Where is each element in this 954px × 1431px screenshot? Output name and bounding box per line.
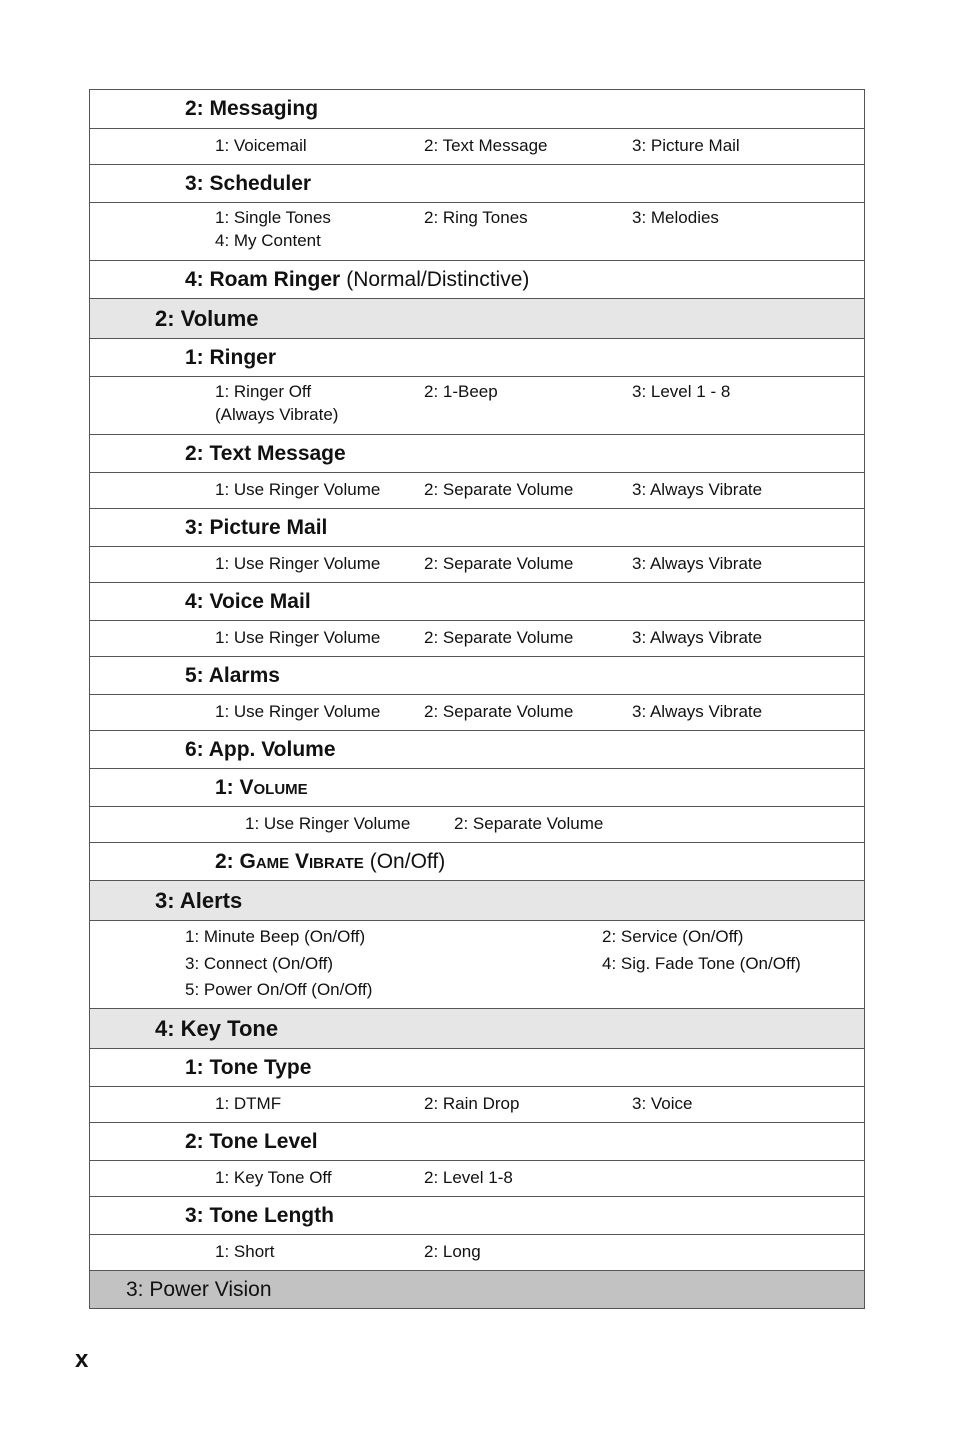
game-vibrate-suffix: (On/Off) bbox=[369, 849, 446, 873]
list-item: 1: Use Ringer Volume bbox=[215, 628, 381, 647]
list-item: 5: Power On/Off (On/Off) bbox=[185, 980, 373, 999]
scheduler-heading bbox=[90, 164, 864, 202]
text-message-heading bbox=[90, 434, 864, 472]
list-item: 2: Level 1-8 bbox=[424, 1168, 513, 1187]
picture-mail-title: 3: Picture Mail bbox=[185, 515, 328, 539]
list-item: 2: Service (On/Off) bbox=[602, 927, 744, 946]
app-volume-title: 6: App. Volume bbox=[185, 737, 336, 761]
list-item: 2: Rain Drop bbox=[424, 1094, 520, 1113]
list-item: 1: Minute Beep (On/Off) bbox=[185, 927, 366, 946]
roam-ringer-suffix: (Normal/Distinctive) bbox=[346, 267, 530, 291]
list-item: 2: Separate Volume bbox=[424, 480, 574, 499]
tone-type-options bbox=[90, 1086, 864, 1122]
list-item: 1: Ringer Off bbox=[215, 382, 312, 401]
list-item: 1: Use Ringer Volume bbox=[215, 554, 381, 573]
game-vibrate-heading bbox=[90, 842, 864, 880]
voice-mail-title: 4: Voice Mail bbox=[185, 589, 311, 613]
list-item: 1: Short bbox=[215, 1242, 275, 1261]
list-item: 1: DTMF bbox=[215, 1094, 282, 1113]
list-item-note: (Always Vibrate) bbox=[215, 405, 339, 424]
alerts-section-heading bbox=[90, 880, 864, 920]
list-item: 1: Voicemail bbox=[215, 136, 307, 155]
tone-length-title: 3: Tone Length bbox=[185, 1203, 334, 1227]
list-item: 2: Separate Volume bbox=[424, 702, 574, 721]
list-item: 1: Key Tone Off bbox=[215, 1168, 332, 1187]
list-item: 4: My Content bbox=[215, 231, 321, 250]
sub-volume-title: 1: Volume bbox=[215, 775, 308, 799]
list-item: 3: Always Vibrate bbox=[632, 628, 763, 647]
list-item: 2: Ring Tones bbox=[424, 208, 528, 227]
messaging-title: 2: Messaging bbox=[185, 97, 319, 120]
alerts-title: 3: Alerts bbox=[155, 887, 243, 913]
ringer-options bbox=[90, 376, 864, 434]
list-item: 2: Separate Volume bbox=[424, 554, 574, 573]
roam-ringer-title: 4: Roam Ringer bbox=[185, 267, 341, 291]
list-item: 3: Voice bbox=[632, 1094, 693, 1113]
power-vision-heading bbox=[90, 1270, 864, 1308]
scheduler-title: 3: Scheduler bbox=[185, 171, 312, 195]
alerts-options bbox=[90, 920, 864, 1008]
list-item: 1: Single Tones bbox=[215, 208, 331, 227]
key-tone-section-heading bbox=[90, 1008, 864, 1048]
list-item: 3: Melodies bbox=[632, 208, 719, 227]
text-message-title: 2: Text Message bbox=[185, 441, 346, 465]
menu-table bbox=[89, 89, 865, 1309]
alarms-heading bbox=[90, 656, 864, 694]
list-item: 4: Sig. Fade Tone (On/Off) bbox=[602, 953, 801, 973]
tone-length-options bbox=[90, 1234, 864, 1270]
ringer-title: 1: Ringer bbox=[185, 345, 277, 369]
voice-mail-heading bbox=[90, 582, 864, 620]
tone-level-heading bbox=[90, 1122, 864, 1160]
page-number: x bbox=[75, 1346, 89, 1373]
tone-level-title: 2: Tone Level bbox=[185, 1129, 318, 1153]
tone-type-heading bbox=[90, 1048, 864, 1086]
key-tone-title: 4: Key Tone bbox=[155, 1015, 279, 1041]
list-item: 3: Level 1 - 8 bbox=[632, 382, 731, 401]
game-vibrate-title: 2: Game Vibrate bbox=[215, 849, 364, 873]
app-volume-heading bbox=[90, 730, 864, 768]
roam-ringer-heading bbox=[90, 260, 864, 298]
list-item: 3: Always Vibrate bbox=[632, 702, 763, 721]
list-item: 2: Separate Volume bbox=[454, 814, 604, 833]
sub-volume-options bbox=[90, 806, 864, 842]
messaging-options bbox=[90, 128, 864, 164]
options-column-2 bbox=[602, 924, 801, 977]
list-item: 1: Use Ringer Volume bbox=[215, 480, 381, 499]
sub-volume-heading bbox=[90, 768, 864, 806]
options-column-1 bbox=[185, 924, 372, 1004]
voice-mail-options bbox=[90, 620, 864, 656]
volume-section-heading bbox=[90, 298, 864, 338]
ringer-heading bbox=[90, 338, 864, 376]
power-vision-title: 3: Power Vision bbox=[126, 1277, 272, 1301]
list-item: 3: Always Vibrate bbox=[632, 554, 763, 573]
picture-mail-options bbox=[90, 546, 864, 582]
alarms-options bbox=[90, 694, 864, 730]
messaging-heading bbox=[90, 90, 864, 128]
alarms-title: 5: Alarms bbox=[185, 663, 280, 687]
list-item: 2: Separate Volume bbox=[424, 628, 574, 647]
text-message-options bbox=[90, 472, 864, 508]
list-item: 1: Use Ringer Volume bbox=[245, 814, 411, 833]
list-item: 3: Picture Mail bbox=[632, 136, 740, 155]
list-item: 2: 1-Beep bbox=[424, 382, 498, 401]
scheduler-options bbox=[90, 202, 864, 260]
list-item: 2: Text Message bbox=[424, 136, 548, 155]
tone-level-options bbox=[90, 1160, 864, 1196]
options-column-1 bbox=[215, 380, 338, 426]
options-column-1 bbox=[215, 206, 331, 252]
tone-length-heading bbox=[90, 1196, 864, 1234]
list-item: 2: Long bbox=[424, 1242, 481, 1261]
list-item: 3: Always Vibrate bbox=[632, 480, 763, 499]
tone-type-title: 1: Tone Type bbox=[185, 1055, 312, 1079]
list-item: 1: Use Ringer Volume bbox=[215, 702, 381, 721]
list-item: 3: Connect (On/Off) bbox=[185, 953, 334, 973]
volume-title: 2: Volume bbox=[155, 305, 259, 331]
picture-mail-heading bbox=[90, 508, 864, 546]
